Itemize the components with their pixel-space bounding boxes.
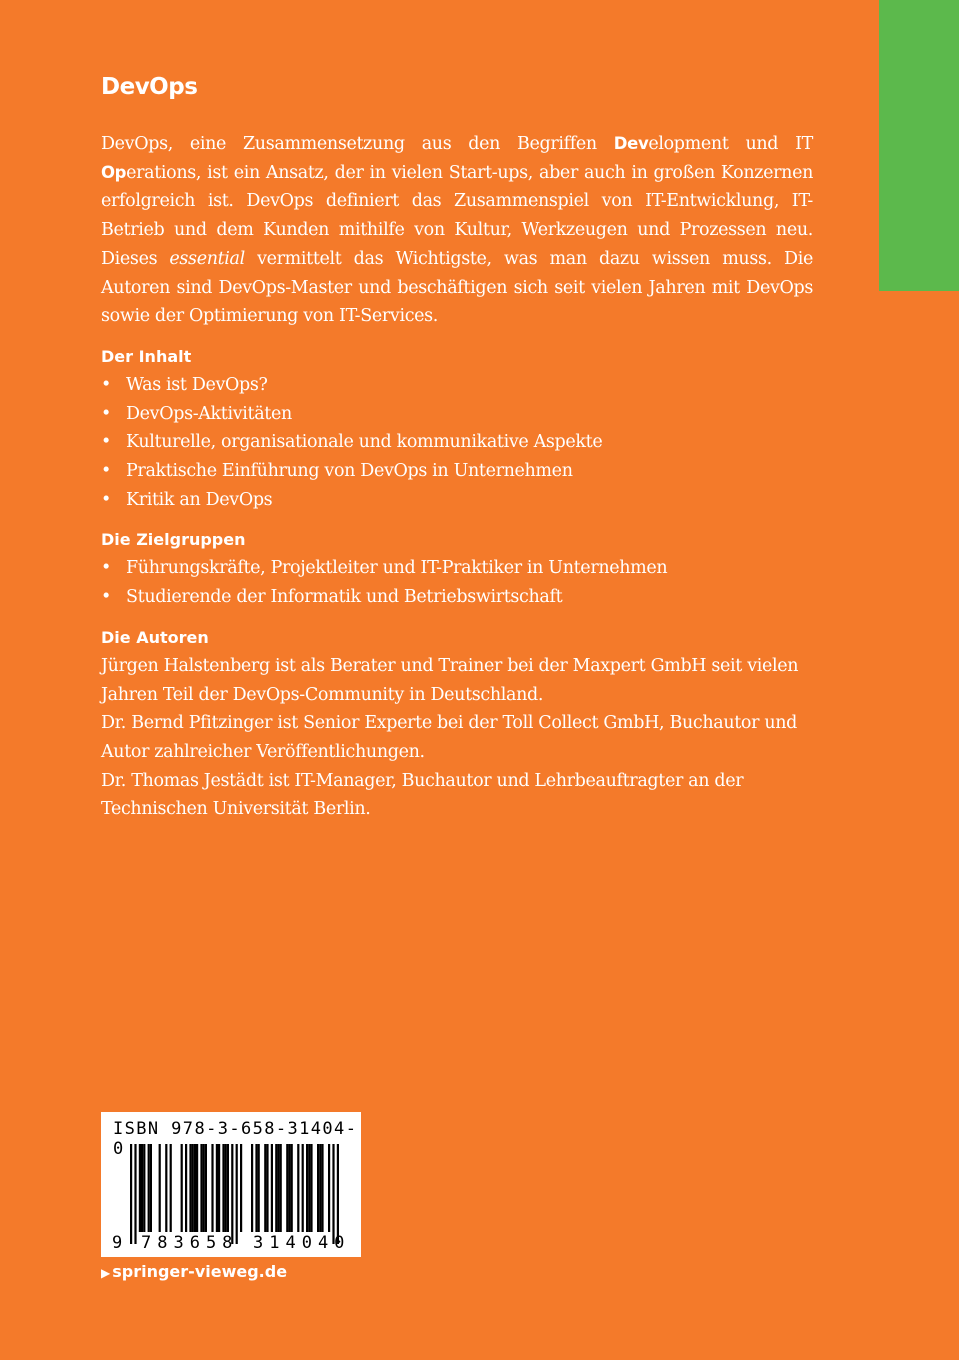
intro-op-bold: Op	[101, 162, 127, 182]
barcode-bar	[319, 1144, 321, 1232]
barcode-bar	[317, 1144, 319, 1232]
zielgruppen-list	[101, 554, 813, 611]
isbn-label: ISBN 978-3-658-31404-0	[113, 1119, 358, 1159]
barcode-graphic	[101, 1112, 361, 1257]
list-item: • Führungskräfte, Projektleiter und IT-Praktiker in Unternehmen	[101, 554, 813, 583]
barcode-digit-first: 9	[112, 1233, 123, 1253]
barcode-bar	[271, 1144, 273, 1232]
author-bios	[101, 652, 813, 824]
barcode-bar	[192, 1144, 194, 1232]
barcode-bar	[143, 1144, 145, 1232]
barcode-bar	[321, 1144, 323, 1232]
intro-paragraph	[101, 130, 813, 331]
barcode-bar	[231, 1144, 233, 1244]
barcode-bar	[148, 1144, 150, 1232]
barcode-bar	[141, 1144, 143, 1232]
barcode-bar	[310, 1144, 312, 1232]
barcode-bar	[225, 1144, 227, 1232]
barcode-bar	[288, 1144, 290, 1232]
barcode-bar	[181, 1144, 183, 1232]
list-item: • Was ist DevOps?	[101, 371, 813, 400]
heading-autoren: Die Autoren	[101, 627, 209, 647]
barcode-bar	[240, 1144, 242, 1232]
isbn-barcode	[101, 1112, 361, 1257]
inhalt-list	[101, 371, 813, 515]
section-autoren	[101, 624, 813, 824]
barcode-bar	[218, 1144, 220, 1232]
barcode-bar	[205, 1144, 207, 1232]
barcode-bar	[170, 1144, 172, 1232]
list-item: • Kritik an DevOps	[101, 486, 813, 515]
barcode-bar	[203, 1144, 205, 1232]
barcode-bar	[337, 1144, 339, 1244]
intro-essential-italic: essential	[169, 248, 245, 269]
list-item: • DevOps-Aktivitäten	[101, 400, 813, 429]
barcode-digits-left: 783658	[141, 1233, 239, 1253]
intro-text-3: erations, ist ein Ansatz, der in vielen Start-ups, aber auch in großen Konzernen erfolgreich ist. DevOps definiert das Zusammenspiel von IT-Entwicklung, IT-Betrieb und dem Kunden mithilfe von Kultur, Werkzeugen und Prozessen neu. Dieses	[101, 162, 813, 269]
barcode-bar	[150, 1144, 152, 1232]
barcode-bar	[222, 1144, 224, 1232]
book-title: DevOps	[101, 74, 198, 100]
barcode-bar	[130, 1144, 132, 1244]
author-bio: Jürgen Halstenberg ist als Berater und Trainer bei der Maxpert GmbH seit vielen Jahren Teil der DevOps-Community in Deutschland.	[101, 655, 799, 705]
barcode-bar	[139, 1144, 141, 1232]
barcode-bar	[280, 1144, 282, 1232]
heading-zielgruppen: Die Zielgruppen	[101, 530, 246, 550]
barcode-digits-right: 314040	[253, 1233, 351, 1253]
publisher-url: springer-vieweg.de	[112, 1262, 288, 1281]
heading-inhalt: Der Inhalt	[101, 346, 192, 366]
intro-text-4: vermittelt das Wichtigste, was man dazu wissen muss. Die Autoren sind DevOps-Master und beschäftigen sich seit vielen Jahren mit DevOps sowie der Optimierung von IT-Services.	[101, 248, 813, 327]
author-bio: Dr. Thomas Jestädt ist IT-Manager, Buchautor und Lehrbeauftragter an der Technischen Universität Berlin.	[101, 770, 744, 820]
barcode-bar	[194, 1144, 196, 1232]
barcode-bar	[251, 1144, 253, 1232]
barcode-bar	[200, 1144, 202, 1232]
barcode-bar	[216, 1144, 218, 1232]
barcode-bar	[297, 1144, 299, 1232]
section-inhalt	[101, 343, 813, 515]
list-item: • Studierende der Informatik und Betriebswirtschaft	[101, 583, 813, 612]
publisher-link[interactable]	[101, 1262, 287, 1281]
barcode-bar	[306, 1144, 308, 1232]
barcode-bar	[185, 1144, 187, 1232]
barcode-bar	[332, 1144, 334, 1244]
barcode-bar	[189, 1144, 191, 1232]
barcode-bar	[255, 1144, 257, 1232]
list-item: • Kulturelle, organisationale und kommunikative Aspekte	[101, 428, 813, 457]
barcode-bar	[266, 1144, 268, 1232]
barcode-bar	[302, 1144, 304, 1232]
back-cover-text	[101, 74, 813, 824]
barcode-bar	[264, 1144, 266, 1232]
intro-text-1: DevOps, eine Zusammensetzung aus den Begriffen	[101, 134, 614, 154]
barcode-bar	[165, 1144, 167, 1232]
barcode-bar	[134, 1144, 136, 1244]
barcode-bar	[159, 1144, 161, 1232]
author-bio: Dr. Bernd Pfitzinger ist Senior Experte bei der Toll Collect GmbH, Buchautor und Autor zahlreicher Veröffentlichungen.	[101, 713, 798, 762]
barcode-bar	[196, 1144, 198, 1232]
section-zielgruppen	[101, 526, 813, 611]
barcode-bar	[291, 1144, 293, 1232]
intro-text-2: elopment und IT	[648, 134, 813, 154]
triangle-right-icon: ▶	[101, 1266, 111, 1280]
barcode-bar	[328, 1144, 330, 1232]
barcode-bar	[258, 1144, 260, 1232]
barcode-bar	[275, 1144, 277, 1232]
barcode-bar	[236, 1144, 238, 1244]
barcode-bar	[211, 1144, 213, 1232]
barcode-bar	[277, 1144, 279, 1232]
barcode-bar	[308, 1144, 310, 1232]
accent-tab	[879, 0, 959, 291]
intro-dev-bold: Dev	[613, 134, 649, 153]
barcode-bar	[286, 1144, 288, 1232]
barcode-bar	[227, 1144, 229, 1232]
list-item: • Praktische Einführung von DevOps in Unternehmen	[101, 457, 813, 486]
